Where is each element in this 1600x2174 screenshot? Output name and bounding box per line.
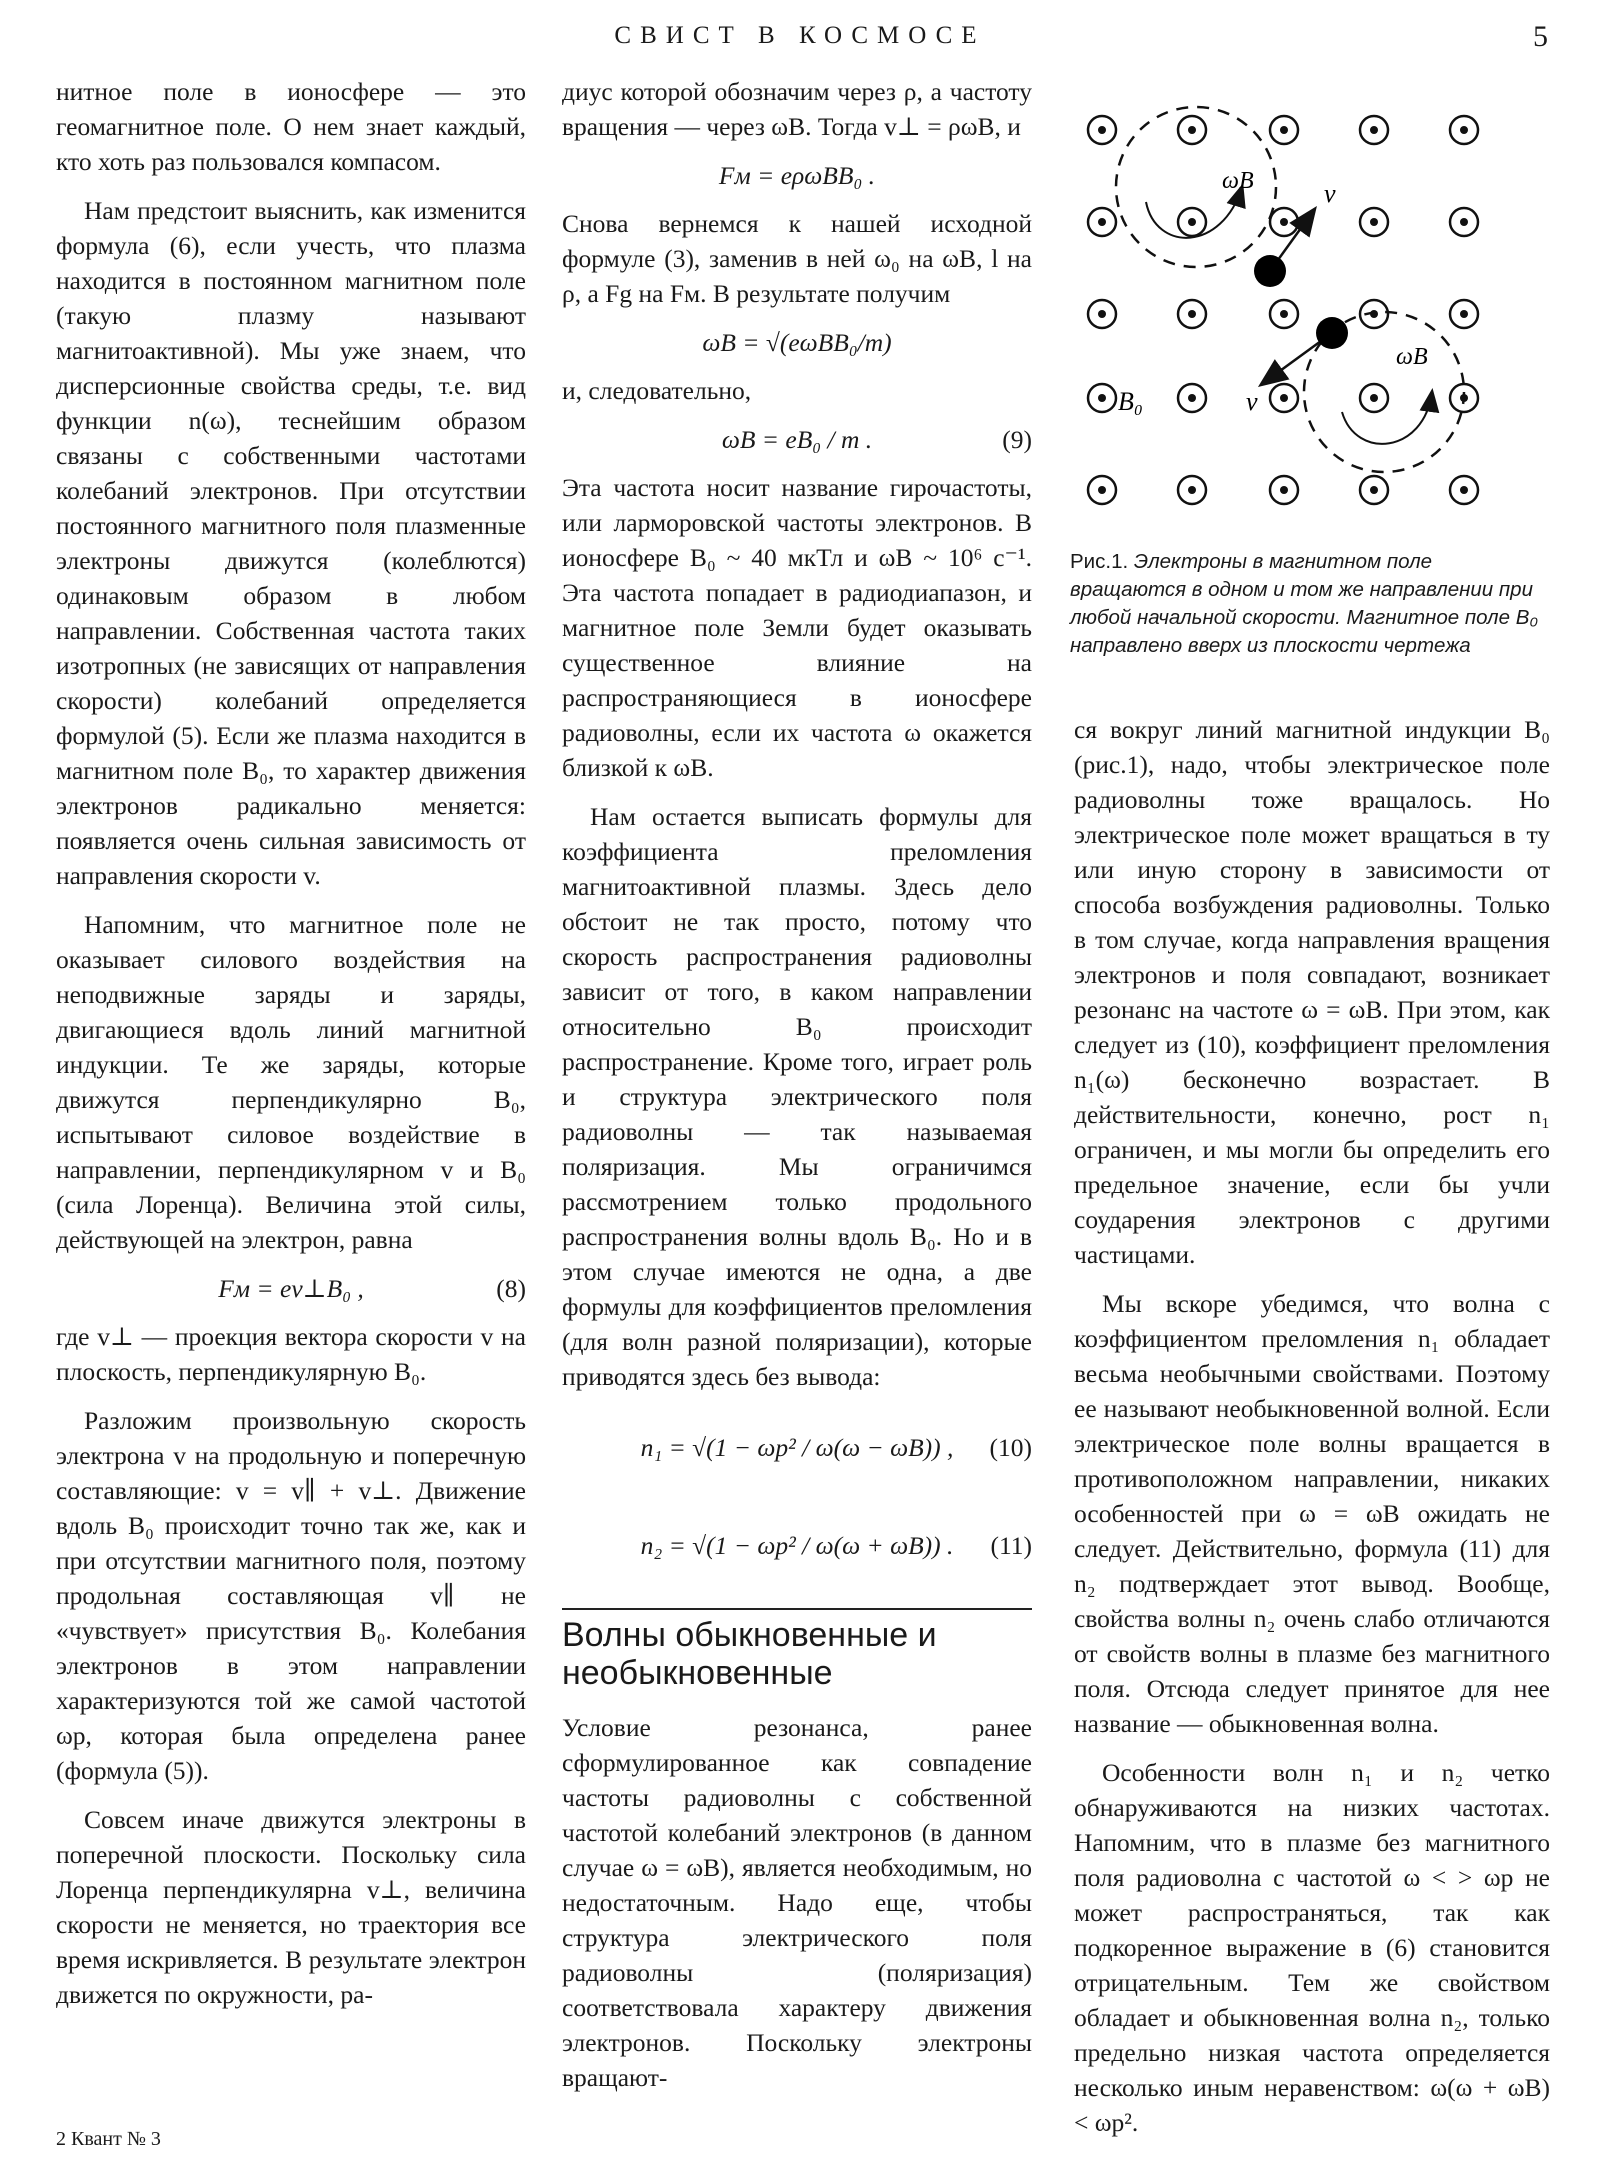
field-symbol-dot-21 bbox=[1188, 486, 1196, 494]
col1-paragraph-1: нитное поле в ионосфере — это геомагнитное поле. О нем знает каждый, кто хоть раз пользовался компасом. bbox=[56, 77, 526, 176]
page-number: 5 bbox=[1533, 20, 1548, 53]
equation-omega-body: ωB = √(eωBB₀/m) bbox=[702, 327, 892, 357]
footer-note: 2 Квант № 3 bbox=[56, 2128, 161, 2150]
column-2 bbox=[562, 74, 1032, 2095]
field-symbol-dot-9 bbox=[1460, 218, 1468, 226]
field-symbol-dot-16 bbox=[1188, 394, 1196, 402]
equation-8 bbox=[56, 1265, 526, 1311]
field-symbol-dot-7 bbox=[1280, 218, 1288, 226]
equation-11 bbox=[562, 1500, 1032, 1590]
equation-9 bbox=[562, 416, 1032, 462]
equation-force bbox=[562, 152, 1032, 198]
running-title: СВИСТ В КОСМОСЕ bbox=[614, 22, 986, 49]
label-v-lower: v bbox=[1246, 387, 1258, 416]
field-symbol-dot-17 bbox=[1280, 394, 1288, 402]
field-symbol-dot-22 bbox=[1280, 486, 1288, 494]
field-symbol-dot-14 bbox=[1460, 310, 1468, 318]
field-symbol-dot-12 bbox=[1280, 310, 1288, 318]
label-omega-lower: ωB bbox=[1396, 344, 1428, 370]
field-symbol-dot-4 bbox=[1460, 126, 1468, 134]
col1-paragraph-3: Напомним, что магнитное поле не оказывает силового воздействия на неподвижные заряды и заряды, двигающиеся вдоль линий магнитной индукции. Те же заряды, которые движутся перпендикулярно B₀, испытывают силовое воздействие в направлении, перпендикулярном v и B₀ (сила Лоренца). Величина этой силы, действующей на электрон, равна bbox=[56, 910, 526, 1254]
col3-paragraph-1: ся вокруг линий магнитной индукции B₀ (рис.1), надо, чтобы электрическое поле радиоволны тоже вращалось. Но электрическое поле может вращаться в ту или иную сторону в зависимости от способа возбуждения радиоволны. Только в том случае, когда направления вращения электронов и поля совпадают, возникает резонанс на частоте ω = ωB. При этом, как следует из (10), коэффициент преломления n₁(ω) бесконечно возрастает. В действительности, конечно, рост n₁ ограничен, и мы могли бы определить его предельное значение, если бы учли соударения электронов с другими частицами. bbox=[1074, 715, 1550, 1269]
field-symbol-dot-20 bbox=[1098, 486, 1106, 494]
equation-8-number: (8) bbox=[496, 1273, 526, 1303]
equation-9-body: ωB = eB₀ / m . bbox=[721, 424, 873, 454]
field-symbol-dot-3 bbox=[1370, 126, 1378, 134]
equation-8-body: Fм = ev⊥B₀ , bbox=[218, 1273, 364, 1303]
equation-9-number: (9) bbox=[1002, 424, 1032, 454]
electron-upper bbox=[1254, 255, 1286, 287]
col2-paragraph-4: Эта частота носит название гирочастоты, или ларморовской частоты электронов. В ионосфере B₀ ~ 40 мкТл и ωB ~ 10⁶ с⁻¹. Эта частота попадает в радиодиапазон, и магнитное поле Земли будет оказывать существенное влияние на распространяющиеся в ионосфере радиоволны, если их частота ω окажется близкой к ωB. bbox=[562, 473, 1032, 782]
caption-text: Электроны в магнитном поле вращаются в одном и том же направлении при любой начальной скорости. Магнитное поле B₀ направлено вверх из плоскости чертежа bbox=[1070, 550, 1539, 657]
col1-paragraph-6: Совсем иначе движутся электроны в поперечной плоскости. Поскольку сила Лоренца перпендикулярна v⊥, величина скорости не меняется, но траектория все время искривляется. В результате электрон движется по окружности, ра- bbox=[56, 1805, 526, 2009]
equation-11-body: n₂ = √(1 − ωp² / ω(ω + ωB)) . bbox=[640, 1530, 954, 1560]
equation-11-number: (11) bbox=[990, 1530, 1032, 1560]
col1-paragraph-2: Нам предстоит выяснить, как изменится формула (6), если учесть, что плазма находится в постоянном магнитном поле (такую плазму называют магнитоактивной). Мы уже знаем, что дисперсионные свойства среды, т.е. вид функции n(ω), теснейшим образом связаны с собственными частотами колебаний электронов. При отсутствии постоянного магнитного поля плазменные электроны движутся (колеблются) одинаковым образом в любом направлении. Собственная частота таких изотропных (не зависящих от направления скорости) колебаний определяется формулой (5). Если же плазма находится в магнитном поле B₀, то характер движения электронов радикально меняется: появляется очень сильная зависимость от направления скорости v. bbox=[56, 196, 526, 890]
col1-paragraph-4: где v⊥ — проекция вектора скорости v на плоскость, перпендикулярную B₀. bbox=[56, 1322, 526, 1386]
field-symbol-dot-18 bbox=[1370, 394, 1378, 402]
column-3 bbox=[1074, 712, 1550, 2140]
field-symbol-dot-6 bbox=[1188, 218, 1196, 226]
col3-paragraph-3: Особенности волн n₁ и n₂ четко обнаруживаются на низких частотах. Напомним, что в плазме без магнитного поля радиоволна с частотой ω < > ωp не может распространяться, так как подкоренное выражение в (6) становится отрицательным. Тем же свойством обладает и обыкновенная волна n₂, только предельно низкая частота определяется несколько иным неравенством: ω(ω + ωB) < ωp². bbox=[1074, 1758, 1550, 2137]
column-1 bbox=[56, 74, 526, 2012]
figure-1-diagram bbox=[1074, 92, 1550, 512]
equation-10-number: (10) bbox=[989, 1432, 1032, 1462]
equation-10-body: n₁ = √(1 − ωp² / ω(ω − ωB)) , bbox=[640, 1432, 954, 1462]
figure-1 bbox=[1074, 92, 1550, 512]
field-symbol-dot-24 bbox=[1460, 486, 1468, 494]
section-title: Волны обыкновенные и необыкновенные bbox=[562, 1608, 1032, 1692]
equation-omega bbox=[562, 319, 1032, 365]
label-omega-upper: ωB bbox=[1222, 168, 1254, 194]
col1-paragraph-5: Разложим произвольную скорость электрона v на продольную и поперечную составляющие: v = v∥ + v⊥. Движение вдоль B₀ происходит точно так же, как и при отсутствии магнитного поля, поэтому продольная составляющая v∥ не «чувствует» присутствия B₀. Колебания электронов в этом направлении характеризуются той же самой частотой ωp, которая была определена ранее (формула (5)). bbox=[56, 1406, 526, 1785]
label-v-upper: v bbox=[1324, 179, 1336, 208]
col2-paragraph-3: и, следовательно, bbox=[562, 376, 752, 405]
col2-paragraph-6: Условие резонанса, ранее сформулированное как совпадение частоты радиоволны с собственной частотой колебаний электронов (в данном случае ω = ωB), является необходимым, но недостаточным. Надо еще, чтобы структура электрического поля радиоволны (поляризация) соответствовала характеру движения электронов. Поскольку электроны вращают- bbox=[562, 1713, 1032, 2092]
field-symbol-dot-1 bbox=[1188, 126, 1196, 134]
field-symbol-dot-11 bbox=[1188, 310, 1196, 318]
field-symbol-dot-23 bbox=[1370, 486, 1378, 494]
field-dot-grid bbox=[1088, 116, 1478, 504]
field-symbol-dot-5 bbox=[1098, 218, 1106, 226]
col2-paragraph-5: Нам остается выписать формулы для коэффициента преломления магнитоактивной плазмы. Здесь дело обстоит не так просто, потому что скорость распространения радиоволны зависит от того, в каком направлении относительно B₀ происходит распространение. Кроме того, играет роль и структура электрического поля радиоволны — так называемая поляризация. Мы ограничимся рассмотрением только продольного распространения волны вдоль B₀. Но и в этом случае имеются не одна, а две формулы для коэффициентов преломления (для волн разной поляризации), которые приводятся здесь без вывода: bbox=[562, 802, 1032, 1391]
figure-1-caption bbox=[1070, 548, 1550, 660]
electron-lower bbox=[1316, 317, 1348, 349]
field-symbol-dot-10 bbox=[1098, 310, 1106, 318]
field-symbol-dot-15 bbox=[1098, 394, 1106, 402]
field-symbol-dot-8 bbox=[1370, 218, 1378, 226]
caption-label: Рис.1. bbox=[1070, 550, 1129, 573]
col2-paragraph-2: Снова вернемся к нашей исходной формуле (3), заменив в ней ω₀ на ωB, l на ρ, а Fg на Fм. В результате получим bbox=[562, 209, 1032, 308]
col2-paragraph-1: диус которой обозначим через ρ, а частоту вращения — через ωB. Тогда v⊥ = ρωB, и bbox=[562, 77, 1032, 141]
col3-paragraph-2: Мы вскоре убедимся, что волна с коэффициентом преломления n₁ обладает весьма необычными свойствами. Поэтому ее называют необыкновенной волной. Если электрическое поле волны вращается в противоположном направлении, никаких особенностей при ω = ωB ожидать не следует. Действительно, формула (11) для n₂ подтверждает этот вывод. Вообще, свойства волны n₂ очень слабо отличаются от свойств волны в плазме без магнитного поля. Отсюда следует принятое для нее название — обыкновенная волна. bbox=[1074, 1289, 1550, 1738]
field-symbol-dot-2 bbox=[1280, 126, 1288, 134]
equation-10 bbox=[562, 1402, 1032, 1492]
field-symbol-dot-0 bbox=[1098, 126, 1106, 134]
label-b0: B₀ bbox=[1118, 387, 1143, 416]
equation-force-body: Fм = eρωBB₀ . bbox=[718, 160, 876, 190]
